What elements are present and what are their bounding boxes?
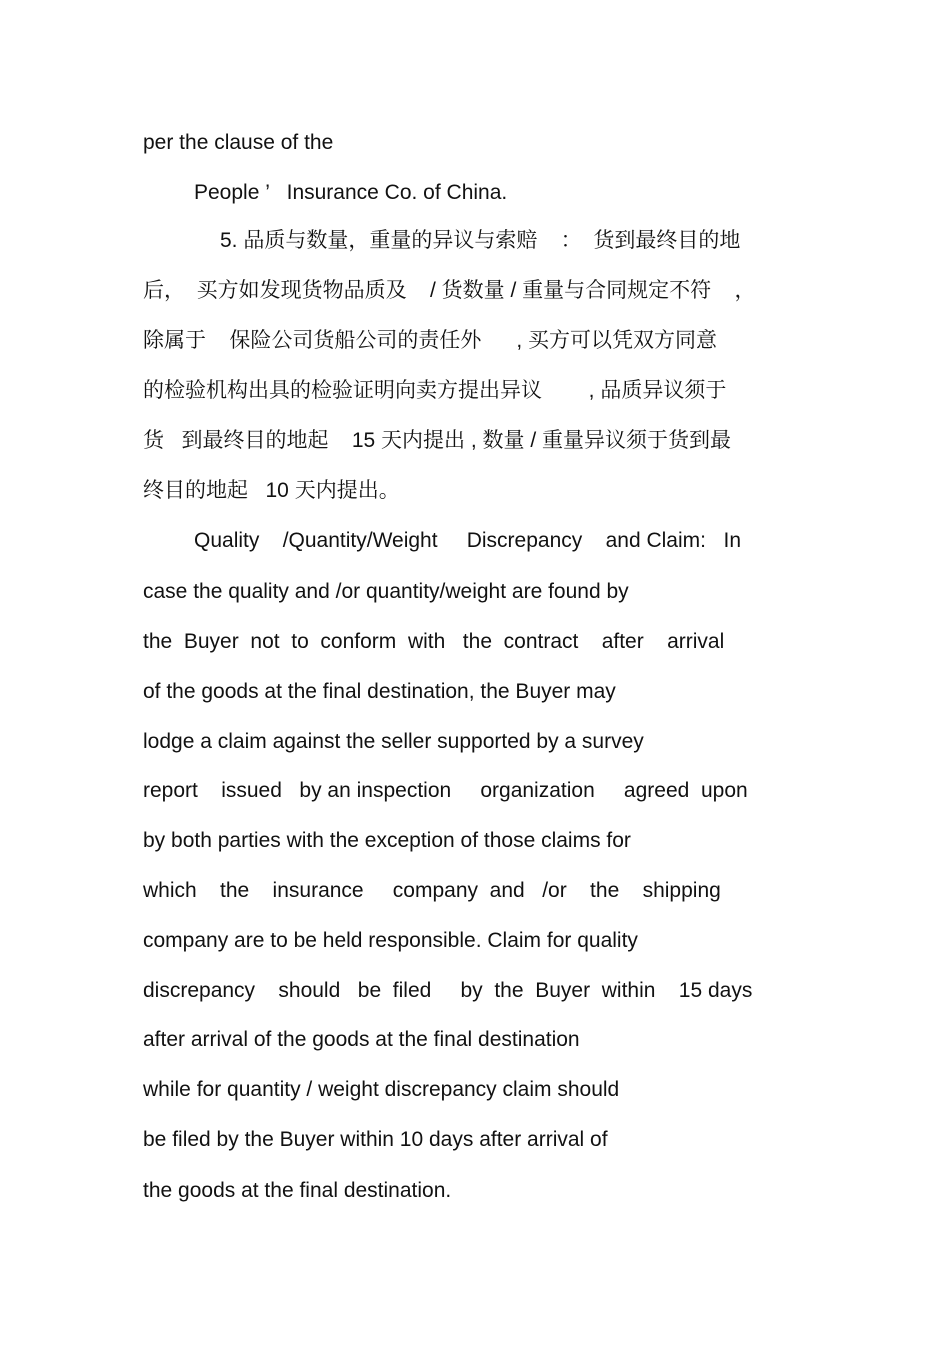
text-line: 货 到最终目的地起 15 天内提出 , 数量 / 重量异议须于货到最	[143, 429, 732, 452]
text-line: Quality /Quantity/Weight Discrepancy and Claim: In	[194, 529, 741, 552]
text-line: 的检验机构出具的检验证明向卖方提出异议 , 品质异议须于	[143, 379, 727, 402]
text-line: People ’ Insurance Co. of China.	[194, 181, 508, 204]
text-line: case the quality and /or quantity/weight are found by	[143, 580, 629, 603]
text-line: after arrival of the goods at the final destination	[143, 1028, 580, 1051]
text-line: the Buyer not to conform with the contract after arrival	[143, 630, 725, 653]
text-line: company are to be held responsible. Claim for quality	[143, 929, 638, 952]
text-line: 后， 买方如发现货物品质及 / 货数量 / 重量与合同规定不符 ，	[143, 279, 756, 302]
text-line: by both parties with the exception of those claims for	[143, 829, 631, 852]
text-line: which the insurance company and /or the shipping	[143, 879, 721, 902]
text-line: discrepancy should be filed by the Buyer within 15 days	[143, 979, 753, 1002]
text-line: 5. 品质与数量，重量的异议与索赔 ： 货到最终目的地	[220, 229, 741, 252]
text-line: lodge a claim against the seller supported by a survey	[143, 730, 644, 753]
text-line: the goods at the final destination.	[143, 1179, 452, 1202]
text-line: be filed by the Buyer within 10 days after arrival of	[143, 1128, 608, 1151]
text-line: while for quantity / weight discrepancy claim should	[143, 1078, 620, 1101]
text-line: per the clause of the	[143, 131, 334, 154]
text-line: 终目的地起 10 天内提出。	[143, 479, 400, 502]
text-line: 除属于 保险公司货船公司的责任外 , 买方可以凭双方同意	[143, 329, 718, 352]
text-line: of the goods at the final destination, the Buyer may	[143, 680, 616, 703]
text-line: report issued by an inspection organization agreed upon	[143, 779, 748, 802]
